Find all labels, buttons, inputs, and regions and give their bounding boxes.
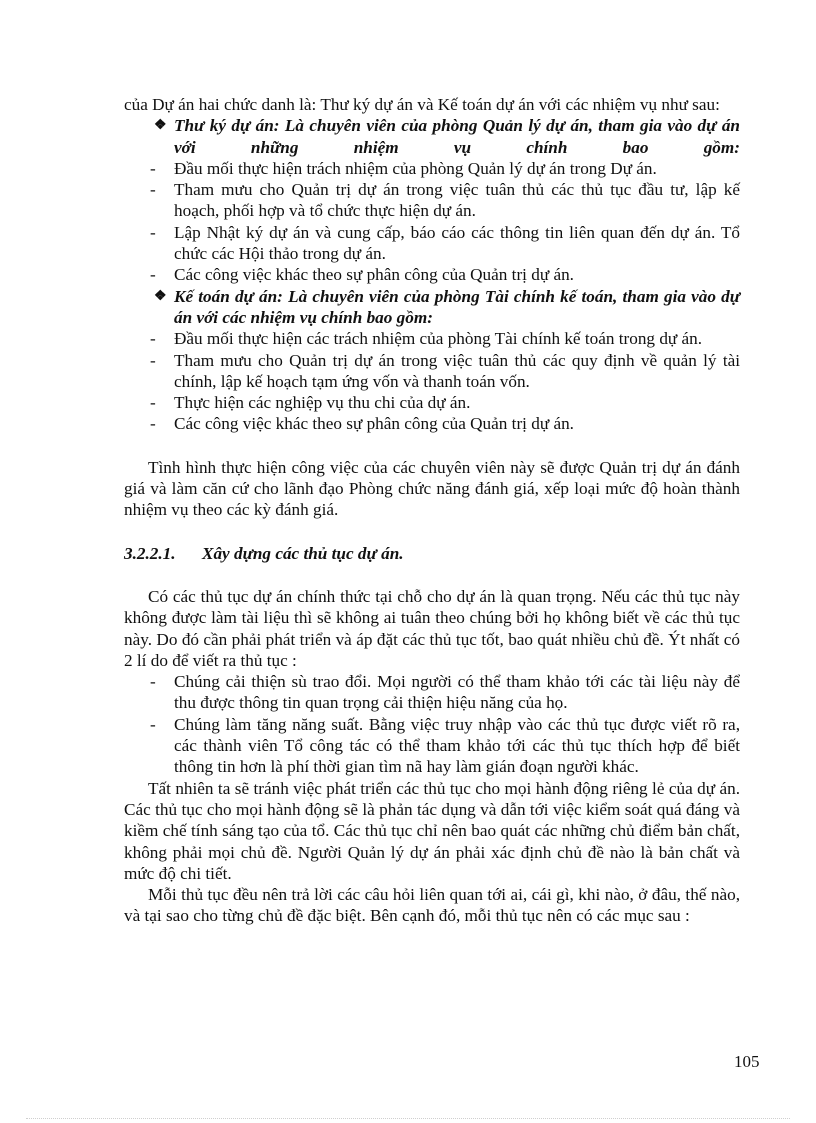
role-heading-accountant bbox=[124, 286, 740, 329]
list-item bbox=[124, 328, 740, 349]
dash-bullet-icon: - bbox=[150, 393, 156, 413]
dash-bullet-icon: - bbox=[150, 329, 156, 349]
diamond-bullet-icon: ❖ bbox=[154, 118, 167, 134]
page-body bbox=[124, 94, 740, 927]
list-item-text: Các công việc khác theo sự phân công của Quản trị dự án. bbox=[174, 265, 574, 285]
dash-bullet-icon: - bbox=[150, 180, 156, 200]
spacer bbox=[124, 564, 740, 586]
list-item bbox=[124, 671, 740, 714]
spacer bbox=[124, 521, 740, 543]
dash-bullet-icon: - bbox=[150, 350, 156, 370]
dash-bullet-icon: - bbox=[150, 222, 156, 242]
list-item-text: Các công việc khác theo sự phân công của Quản trị dự án. bbox=[174, 414, 574, 434]
footer-divider bbox=[26, 1118, 790, 1119]
procedures-paragraph: Có các thủ tục dự án chính thức tại chỗ cho dự án là quan trọng. Nếu các thủ tục này không được làm tài liệu thì sẽ không ai tuân theo chúng bởi họ không biết về các thủ tục này. Do đó cần phải phát triển và áp đặt các thủ tục tốt, bao quát nhiều chủ đề. Ýt nhất có 2 lí do để viết ra thủ tục : bbox=[124, 586, 740, 670]
list-item bbox=[124, 158, 740, 179]
spacer bbox=[124, 435, 740, 457]
dash-bullet-icon: - bbox=[150, 158, 156, 178]
list-item bbox=[124, 392, 740, 413]
list-item-text: Chúng cải thiện sù trao đổi. Mọi người có thể tham khảo tới các tài liệu này để thu được thông tin quan trọng cải thiện hiệu năng của họ. bbox=[174, 672, 740, 713]
diamond-bullet-icon: ❖ bbox=[154, 288, 167, 304]
dash-bullet-icon: - bbox=[150, 414, 156, 434]
closing-paragraph: Tất nhiên ta sẽ tránh việc phát triển các thủ tục cho mọi hành động riêng lẻ của dự án. Các thủ tục cho mọi hành động sẽ là phản tác dụng và dẫn tới việc kiểm soát quá đáng và kiềm chế tính sáng tạo của tổ. Các thủ tục chỉ nên bao quát các những chủ điểm bản chất, không phải mọi chủ đề. Người Quản lý dự án phải xác định chủ đề nào là bản chất và mức độ chi tiết. bbox=[124, 778, 740, 883]
list-item bbox=[124, 350, 740, 393]
list-item bbox=[124, 714, 740, 778]
dash-bullet-icon: - bbox=[150, 672, 156, 692]
list-item bbox=[124, 413, 740, 434]
role-heading-secretary bbox=[124, 115, 740, 158]
dash-bullet-icon: - bbox=[150, 714, 156, 734]
list-item-text: Chúng làm tăng năng suất. Bằng việc truy nhập vào các thủ tục được viết rõ ra, các thành viên Tổ công tác có thể tham khảo tới các thủ tục thích hợp để biết thông tin hơn là phí thời gian tìm nã hay làm gián đoạn người khác. bbox=[174, 714, 740, 777]
evaluation-paragraph: Tình hình thực hiện công việc của các chuyên viên này sẽ được Quản trị dự án đánh giá và làm căn cứ cho lãnh đạo Phòng chức năng đánh giá, xếp loại mức độ hoàn thành nhiệm vụ theo các kỳ đánh giá. bbox=[124, 457, 740, 520]
list-item-text: Thực hiện các nghiệp vụ thu chi của dự án. bbox=[174, 393, 471, 413]
list-item bbox=[124, 222, 740, 265]
list-item-text: Đầu mối thực hiện các trách nhiệm của phòng Tài chính kế toán trong dự án. bbox=[174, 329, 703, 349]
list-item-text: Đầu mối thực hiện trách nhiệm của phòng Quản lý dự án trong Dự án. bbox=[174, 158, 657, 178]
section-heading bbox=[124, 543, 740, 564]
role-heading-text: Thư ký dự án: Là chuyên viên của phòng Quản lý dự án, tham gia vào dự án với những nhiệm vụ chính bao gồm: bbox=[174, 116, 740, 157]
section-title: Xây dựng các thủ tục dự án. bbox=[202, 543, 404, 563]
list-item-text: Tham mưu cho Quản trị dự án trong việc tuân thủ các thủ tục đầu tư, lập kế hoạch, phối hợp và tổ chức thực hiện dự án. bbox=[174, 180, 740, 221]
role-heading-text: Kế toán dự án: Là chuyên viên của phòng Tài chính kế toán, tham gia vào dự án với các nhiệm vụ chính bao gồm: bbox=[174, 286, 740, 327]
list-item-text: Lập Nhật ký dự án và cung cấp, báo cáo các thông tin liên quan đến dự án. Tổ chức các Hội thảo trong dự án. bbox=[174, 222, 740, 264]
closing-paragraph: Mỗi thủ tục đều nên trả lời các câu hỏi liên quan tới ai, cái gì, khi nào, ở đâu, thế nào, và tại sao cho từng chủ đề đặc biệt. Bên cạnh đó, mỗi thủ tục nên có các mục sau : bbox=[124, 885, 740, 926]
list-item-text: Tham mưu cho Quản trị dự án trong việc tuân thủ các quy định về quản lý tài chính, lập kế hoạch tạm ứng vốn và thanh toán vốn. bbox=[174, 350, 740, 391]
dash-bullet-icon: - bbox=[150, 265, 156, 285]
section-number: 3.2.2.1. bbox=[124, 543, 176, 563]
intro-paragraph: của Dự án hai chức danh là: Thư ký dự án và Kế toán dự án với các nhiệm vụ như sau: bbox=[124, 95, 720, 114]
list-item bbox=[124, 264, 740, 285]
page-number: 105 bbox=[734, 1052, 760, 1071]
list-item bbox=[124, 179, 740, 222]
